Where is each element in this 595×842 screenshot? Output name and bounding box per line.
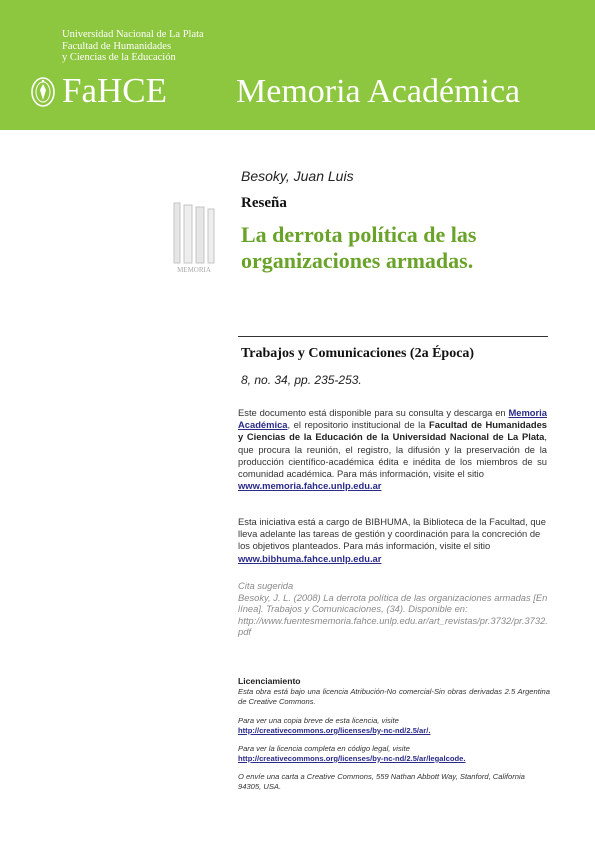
journal-name: Trabajos y Comunicaciones (2a Época) [241,346,475,361]
repository-title: Memoria Académica [236,73,521,110]
bibhuma-site-link[interactable]: www.bibhuma.fahce.unlp.edu.ar [238,552,382,564]
license-full-link[interactable]: http://creativecommons.org/licenses/by-nc-nd/2.5/ar/legalcode. [238,753,466,763]
license-brief: Para ver una copia breve de esta licencia, visite http://creativecommons.org/licenses/by-nc-nd/2.5/ar/. [238,716,431,735]
university-seal-icon [30,76,56,108]
repository-logo-caption: MEMORIA [177,266,211,274]
repository-logo [168,201,220,276]
license-text: Esta obra está bajo una licencia Atribución-No comercial-Sin obras derivadas 2.5 Argentina de Creative Commons. [238,687,550,706]
suggested-citation [238,580,548,638]
memoria-site-link[interactable]: www.memoria.fahce.unlp.edu.ar [238,480,382,492]
license-brief-link[interactable]: http://creativecommons.org/licenses/by-nc-nd/2.5/ar/. [238,725,431,735]
author-name: Besoky, Juan Luis [241,168,354,184]
books-logo-icon [168,201,220,276]
availability-paragraph: Este documento está disponible para su consulta y descarga en Memoria Académica, el repositorio institucional de la Facultad de Humanidades y Ciencias de la Educación de la Universidad Nacional de La Plata, que procura la reunión, el registro, la difusión y la preservación de la producción científico-académica édita e inédita de los miembros de su comunidad académica. Para más información, visite el sitio www.memoria.fahce.unlp.edu.ar [238,407,548,492]
header-banner [0,0,595,130]
volume-pages: 8, no. 34, pp. 235-253. [241,373,362,387]
university-block [62,29,204,64]
license-full: Para ver la licencia completa en código legal, visite http://creativecommons.org/licenses/by-nc-nd/2.5/ar/legalcode. [238,744,466,763]
faculty-name-line1: Facultad de Humanidades [62,40,172,52]
faculty-name-line2: y Ciencias de la Educación [62,52,176,63]
bibhuma-paragraph: Esta iniciativa está a cargo de BIBHUMA, la Biblioteca de la Facultad, que lleva adelante las tareas de gestión y coordinación para la concreción de los objetivos planteados. Para más información, visite el sitio www.bibhuma.fahce.unlp.edu.ar [238,516,546,564]
fahce-logo-text: FaHCE [62,71,167,110]
citation-url[interactable]: http://www.fuentesmemoria.fahce.unlp.edu.ar/art_revistas/pr.3732/pr.3732.pdf [238,614,548,638]
citation-text: Besoky, J. L. (2008) La derrota política de las organizaciones armadas [En línea]. Trabajos y Comunicaciones, (34). Disponible en: [238,591,548,615]
license-heading: Licenciamiento [238,676,301,686]
citation-label: Cita sugerida [238,580,294,591]
university-name: Universidad Nacional de La Plata [62,29,204,40]
license-mail: O envíe una carta a Creative Commons, 559 Nathan Abbott Way, Stanford, California 94305, USA. [238,772,525,791]
memoria-academica-link[interactable]: Memoria Académica [238,407,547,431]
document-title: La derrota política de las organizaciones armadas. [241,222,477,273]
faculty-bold-name: Facultad de Humanidades y Ciencias de la Educación de la Universidad Nacional de La Plata [238,419,548,443]
divider [238,336,548,337]
document-type: Reseña [241,195,287,211]
